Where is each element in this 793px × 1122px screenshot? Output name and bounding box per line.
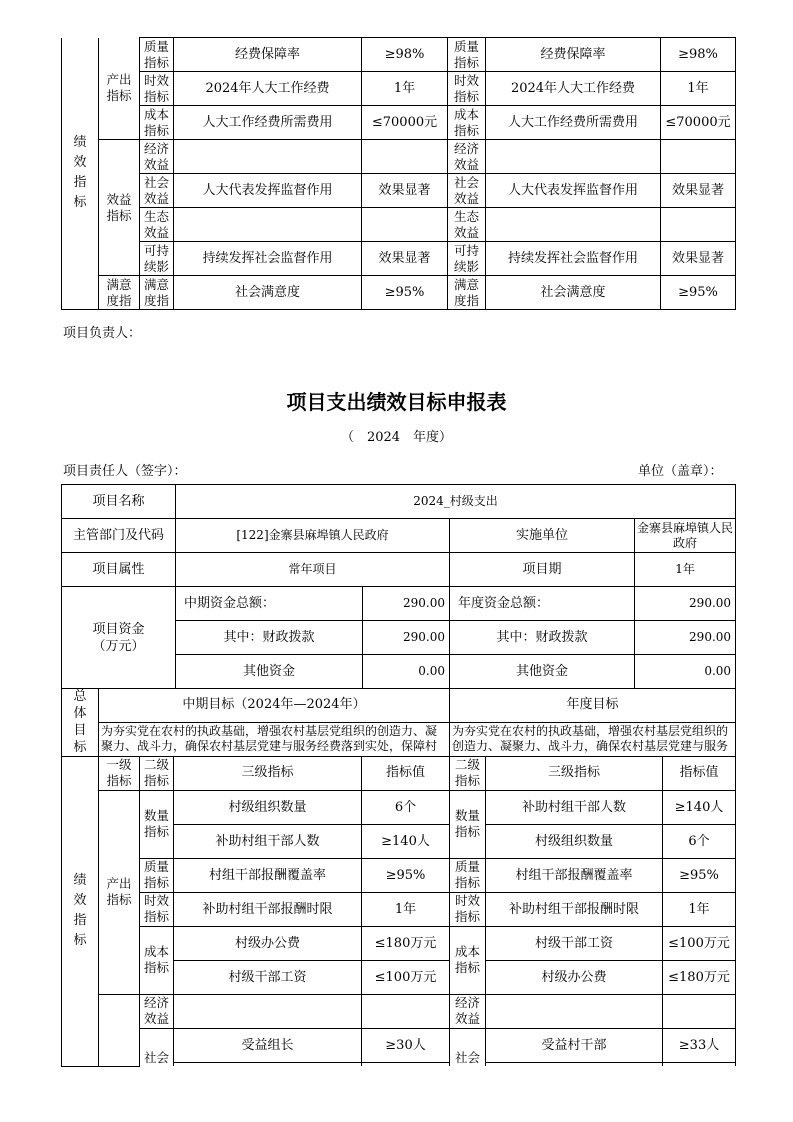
value-cell: ≤100万元 [663, 926, 736, 960]
mid-other-label: 其他资金 [176, 655, 363, 689]
l3-cell [174, 140, 362, 174]
year-line: （ 2024 年度） [340, 430, 453, 445]
l2-cost: 成本指标 [140, 926, 174, 994]
section-label: 绩效指标 [62, 38, 99, 310]
responsible-label: 项目责任人（签字）： [63, 464, 187, 479]
l2-economic-right: 经济效益 [450, 994, 486, 1028]
l2-quality-right: 质量指标 [450, 858, 486, 892]
value-cell: ≥95% [663, 858, 736, 892]
value-cell [362, 140, 448, 174]
l2-quantity-right: 数量指标 [450, 790, 486, 858]
l3-cell: 村级办公费 [486, 960, 663, 994]
value-cell: ≥33人 [663, 1028, 736, 1062]
l3-cell: 受益组长 [174, 1028, 362, 1062]
mid-fin-label: 其中：财政拨款 [176, 621, 363, 655]
value-cell [663, 994, 736, 1028]
value-cell: ≥95% [661, 276, 736, 310]
project-info-table [61, 484, 736, 689]
year-total-label: 年度资金总额： [450, 587, 635, 621]
value-cell: ≤70000元 [661, 106, 736, 140]
l2-cell: 成本指标 [448, 106, 486, 140]
header-l3: 三级指标 [174, 756, 362, 790]
l3-cell: 持续发挥社会监督作用 [486, 242, 661, 276]
indicator-section-label: 绩效指标 [62, 756, 99, 1066]
value-cell [663, 1062, 736, 1066]
l3-cell [486, 1062, 663, 1066]
header-value: 指标值 [362, 756, 450, 790]
l3-cell: 村级办公费 [174, 926, 362, 960]
value-cell: 6个 [663, 824, 736, 858]
value-cell [362, 208, 448, 242]
l2-social-right: 社会 [450, 1028, 486, 1066]
impl-unit-label: 实施单位 [450, 519, 635, 553]
value-cell: 效果显著 [362, 242, 448, 276]
l3-cell: 村级组织数量 [174, 790, 362, 824]
funds-label: 项目资金（万元） [62, 587, 176, 689]
value-cell: ≤180万元 [663, 960, 736, 994]
value-cell: 效果显著 [362, 174, 448, 208]
l3-cell: 村级组织数量 [486, 824, 663, 858]
year-total-value: 290.00 [635, 587, 736, 621]
year-other-value: 0.00 [635, 655, 736, 689]
year-goal-header: 年度目标 [450, 688, 736, 722]
l2-cost-right: 成本指标 [450, 926, 486, 994]
l2-quantity: 数量指标 [140, 790, 174, 858]
project-name-label: 项目名称 [62, 485, 176, 519]
unit-seal-label: 单位（盖章）： [638, 464, 723, 479]
mid-total-value: 290.00 [363, 587, 450, 621]
l3-cell [486, 208, 661, 242]
page-title: 项目支出绩效目标申报表 [286, 390, 507, 414]
l2-cell: 生态效益 [448, 208, 486, 242]
l2-social: 社会 [140, 1028, 174, 1066]
l3-cell: 补助村组干部人数 [486, 790, 663, 824]
l3-cell: 社会满意度 [486, 276, 661, 310]
value-cell: 6个 [362, 790, 450, 824]
l3-cell: 人大工作经费所需费用 [486, 106, 661, 140]
year-other-label: 其他资金 [450, 655, 635, 689]
overall-goal-table [61, 688, 736, 757]
l3-cell: 社会满意度 [174, 276, 362, 310]
value-cell: 效果显著 [661, 242, 736, 276]
value-cell: ≥95% [362, 858, 450, 892]
l2-cell: 社会效益 [140, 174, 174, 208]
l2-cell: 经济效益 [448, 140, 486, 174]
l1-satisfaction: 满意度指 [99, 276, 140, 310]
l3-cell: 村级干部工资 [174, 960, 362, 994]
mid-other-value: 0.00 [363, 655, 450, 689]
dept-label: 主管部门及代码 [62, 519, 176, 553]
year-fin-label: 其中：财政拨款 [450, 621, 635, 655]
l3-cell [174, 994, 362, 1028]
l2-economic: 经济效益 [140, 994, 174, 1028]
l3-cell [486, 140, 661, 174]
value-cell [661, 140, 736, 174]
mid-total-label: 中期资金总额： [176, 587, 363, 621]
l2-cell: 满意度指 [448, 276, 486, 310]
value-cell: ≥140人 [663, 790, 736, 824]
value-cell: ≥30人 [362, 1028, 450, 1062]
l2-cell: 成本指标 [140, 106, 174, 140]
mid-goal-text: 为夯实党在农村的执政基础，增强农村基层党组织的创造力、凝聚力、战斗力，确保农村基层党建与服务经费落到实处，保障村 [99, 722, 450, 756]
l2-cell: 质量指标 [140, 38, 174, 72]
attr-value: 常年项目 [176, 553, 450, 587]
header-value-right: 指标值 [663, 756, 736, 790]
l2-cell: 时效指标 [140, 72, 174, 106]
indicator-table [61, 756, 736, 1067]
l3-cell: 持续发挥社会监督作用 [174, 242, 362, 276]
l2-cell: 生态效益 [140, 208, 174, 242]
header-l1: 一级指标 [99, 756, 140, 790]
mid-fin-value: 290.00 [363, 621, 450, 655]
l3-cell [486, 994, 663, 1028]
value-cell [362, 1062, 450, 1066]
period-value: 1年 [635, 553, 736, 587]
l2-cell: 满意度指 [140, 276, 174, 310]
value-cell: ≤70000元 [362, 106, 448, 140]
l2-cell: 可持续影 [140, 242, 174, 276]
l3-cell: 人大代表发挥监督作用 [174, 174, 362, 208]
overall-goal-label: 总体目标 [62, 688, 99, 757]
l3-cell [174, 1062, 362, 1066]
l2-cell: 可持续影 [448, 242, 486, 276]
value-cell: ≥98% [362, 38, 448, 72]
value-cell [362, 994, 450, 1028]
value-cell: ≤180万元 [362, 926, 450, 960]
value-cell: ≥140人 [362, 824, 450, 858]
l3-cell: 受益村干部 [486, 1028, 663, 1062]
value-cell: 1年 [661, 72, 736, 106]
value-cell: 1年 [362, 892, 450, 926]
l3-cell: 补助村组干部人数 [174, 824, 362, 858]
l2-time-right: 时效指标 [450, 892, 486, 926]
value-cell: ≤100万元 [362, 960, 450, 994]
l3-cell [174, 208, 362, 242]
year-goal-text: 为夯实党在农村的执政基础，增强农村基层党组织的创造力、凝聚力、战斗力，确保农村基层党建与服务 [450, 722, 736, 756]
header-l3-right: 三级指标 [486, 756, 663, 790]
l3-cell: 2024年人大工作经费 [174, 72, 362, 106]
value-cell: 1年 [362, 72, 448, 106]
top-indicator-table [61, 37, 736, 310]
l1-output: 产出指标 [99, 790, 140, 994]
l3-cell: 2024年人大工作经费 [486, 72, 661, 106]
attr-label: 项目属性 [62, 553, 176, 587]
value-cell [661, 208, 736, 242]
value-cell: 效果显著 [661, 174, 736, 208]
project-owner-label: 项目负责人： [63, 326, 142, 341]
l3-cell: 村组干部报酬覆盖率 [486, 858, 663, 892]
impl-unit-value: 金寨县麻埠镇人民政府 [635, 519, 736, 553]
l2-cell: 社会效益 [448, 174, 486, 208]
project-name-value: 2024_村级支出 [176, 485, 736, 519]
l3-cell: 人大代表发挥监督作用 [486, 174, 661, 208]
l2-cell: 经济效益 [140, 140, 174, 174]
l3-cell: 人大工作经费所需费用 [174, 106, 362, 140]
l3-cell: 村级干部工资 [486, 926, 663, 960]
l2-quality: 质量指标 [140, 858, 174, 892]
l1-benefit [99, 994, 140, 1066]
l3-cell: 补助村组干部报酬时限 [174, 892, 362, 926]
mid-goal-header: 中期目标（2024年—2024年） [99, 688, 450, 722]
l2-cell: 质量指标 [448, 38, 486, 72]
l1-output: 产出指标 [99, 38, 140, 140]
value-cell: 1年 [663, 892, 736, 926]
header-l2: 二级指标 [140, 756, 174, 790]
l2-time: 时效指标 [140, 892, 174, 926]
l3-cell: 村组干部报酬覆盖率 [174, 858, 362, 892]
l2-cell: 时效指标 [448, 72, 486, 106]
header-l2-right: 二级指标 [450, 756, 486, 790]
l1-benefit: 效益指标 [99, 140, 140, 276]
l3-cell: 经费保障率 [486, 38, 661, 72]
period-label: 项目期 [450, 553, 635, 587]
dept-value: [122]金寨县麻埠镇人民政府 [176, 519, 450, 553]
value-cell: ≥98% [661, 38, 736, 72]
year-fin-value: 290.00 [635, 621, 736, 655]
value-cell: ≥95% [362, 276, 448, 310]
l3-cell: 补助村组干部报酬时限 [486, 892, 663, 926]
l3-cell: 经费保障率 [174, 38, 362, 72]
